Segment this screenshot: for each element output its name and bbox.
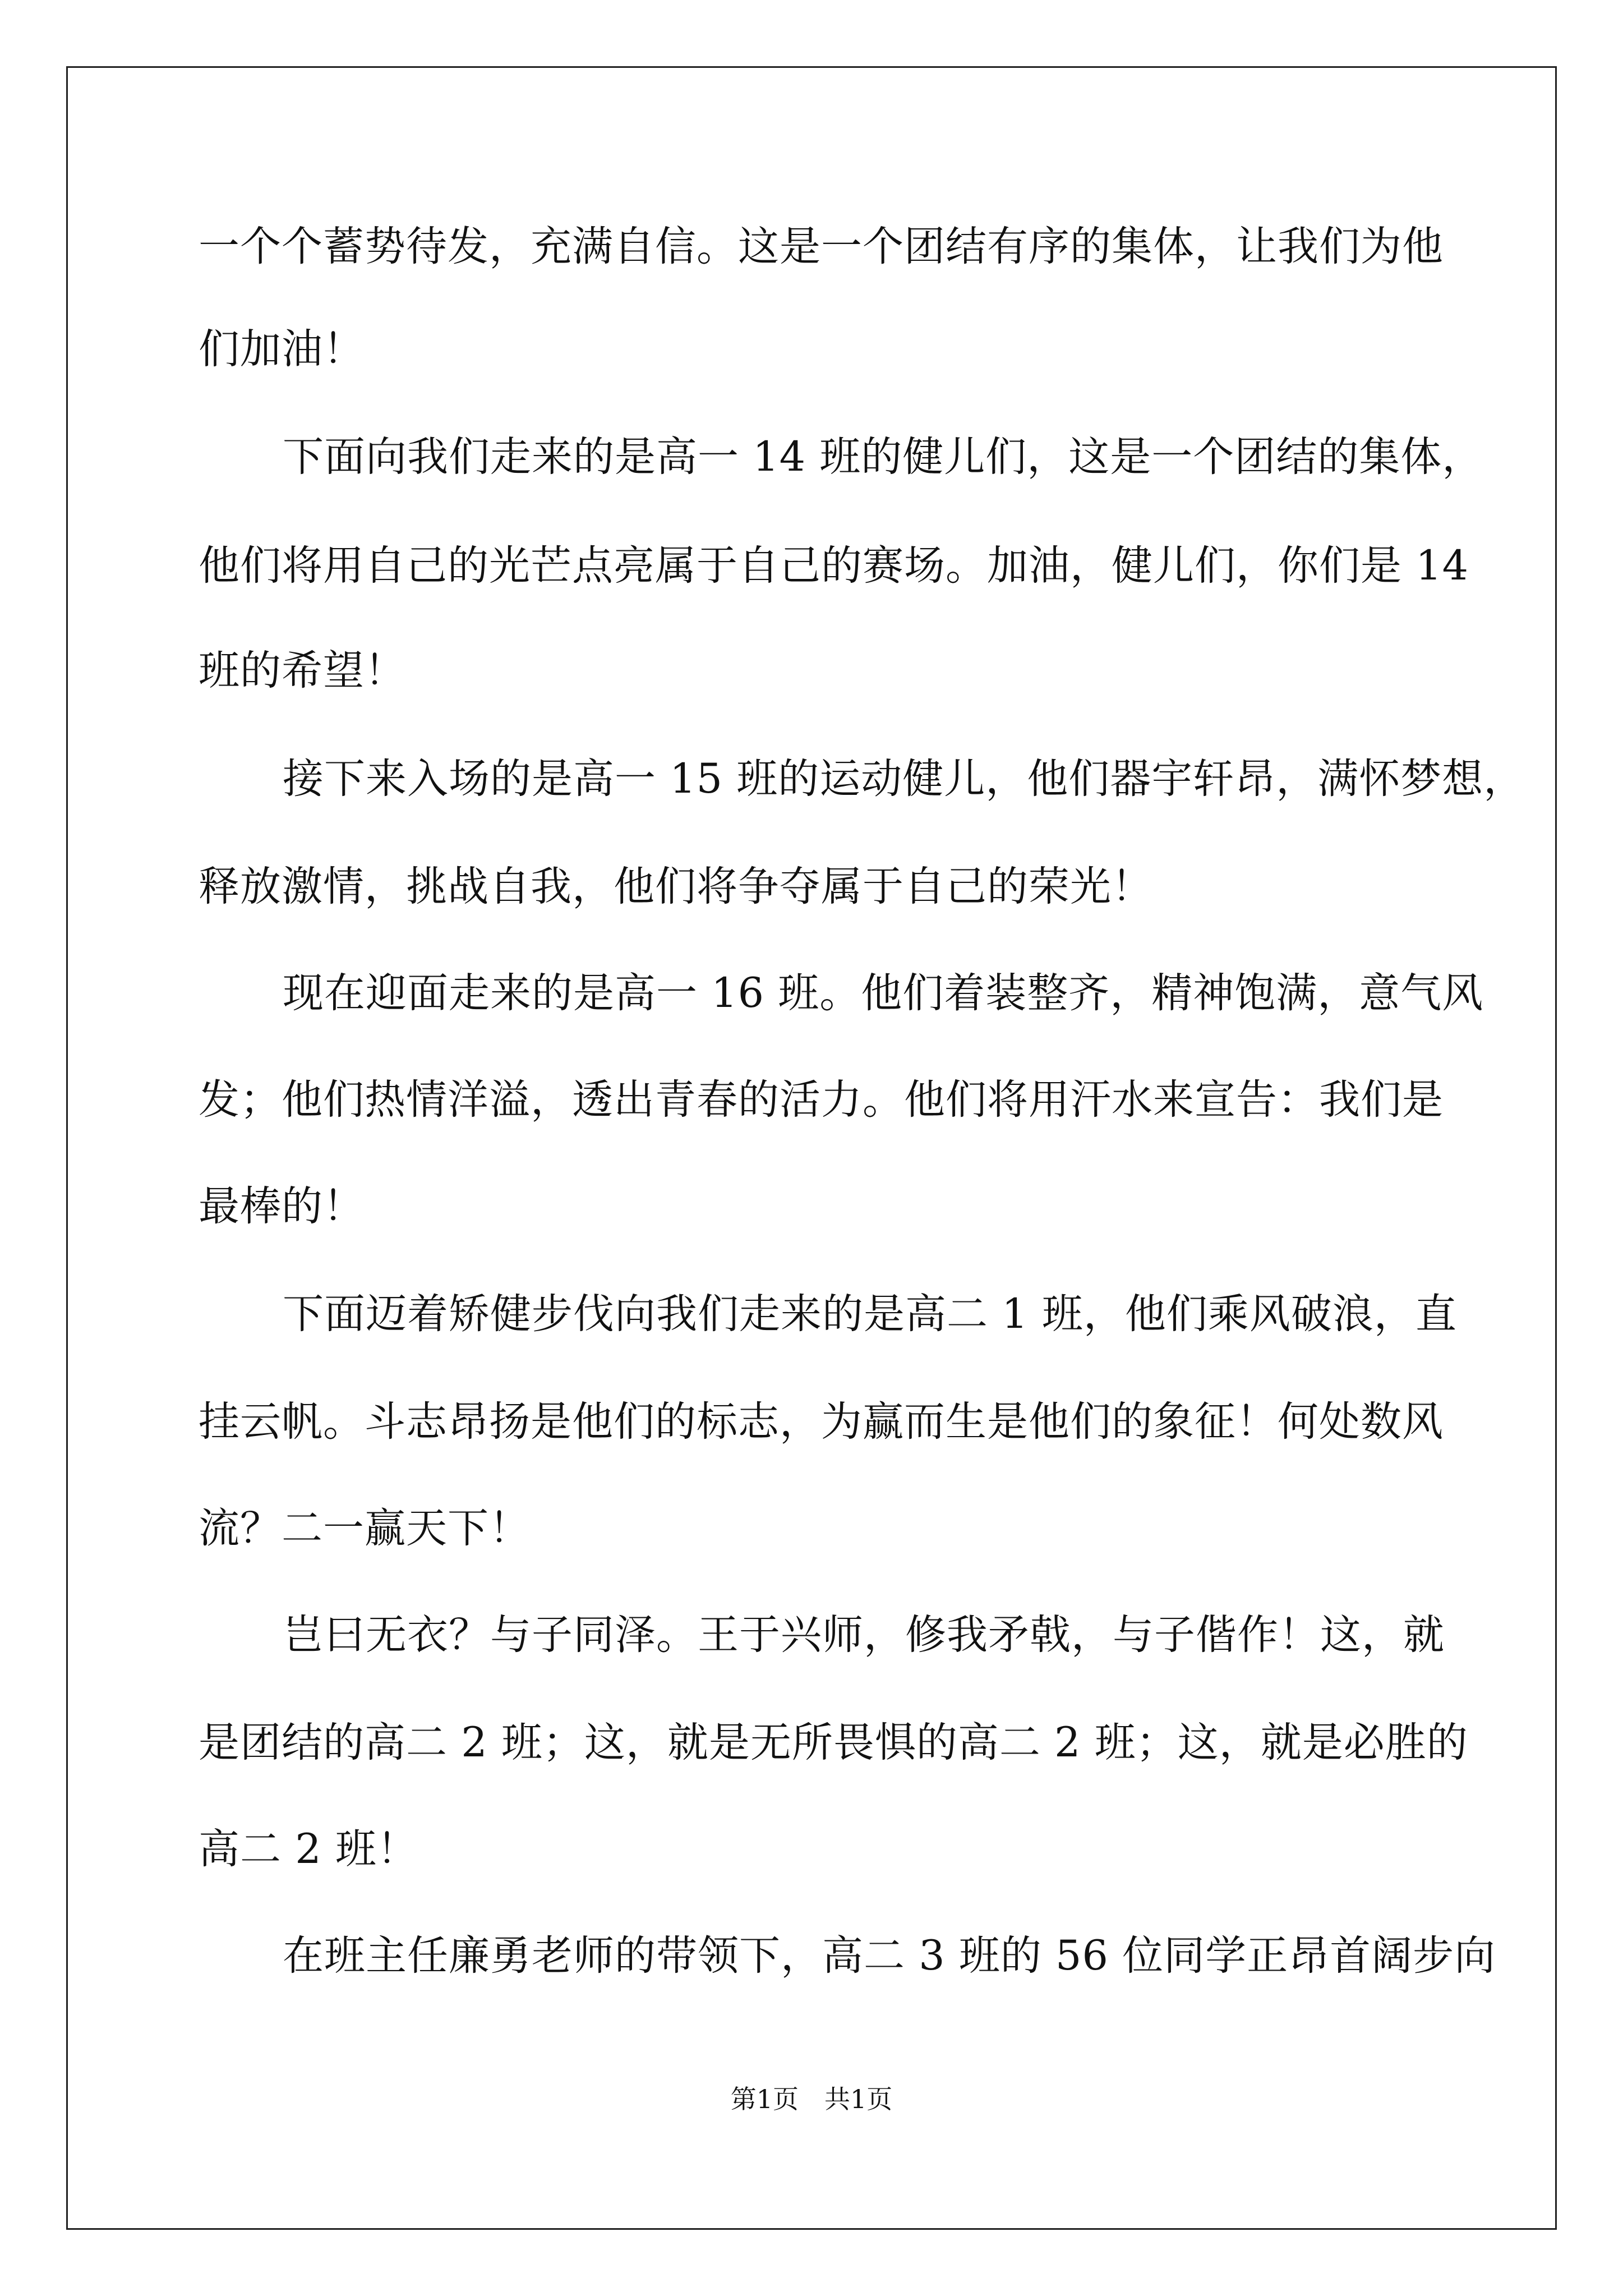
body-text-line: 们加油！ [199,325,365,373]
body-text-line: 岂曰无衣？与子同泽。王于兴师，修我矛戟，与子偕作！这，就 [283,1611,1445,1659]
body-text-line: 挂云帆。斗志昂扬是他们的标志，为赢而生是他们的象征！何处数风 [199,1398,1444,1446]
body-text-line: 一个个蓄势待发，充满自信。这是一个团结有序的集体，让我们为他 [199,223,1444,270]
body-text-line: 在班主任廉勇老师的带领下，高二 3 班的 56 位同学正昂首阔步向 [283,1932,1496,1980]
body-text-line: 是团结的高二 2 班；这，就是无所畏惧的高二 2 班；这，就是必胜的 [199,1719,1468,1766]
body-text-line: 最棒的！ [199,1182,365,1230]
body-text-line: 发；他们热情洋溢，透出青春的活力。他们将用汗水来宣告：我们是 [199,1076,1444,1124]
body-text-line: 现在迎面走来的是高一 16 班。他们着装整齐，精神饱满，意气风 [283,969,1484,1017]
body-text-line: 流？二一赢天下！ [199,1504,531,1552]
body-text-line: 下面迈着矫健步伐向我们走来的是高二 1 班，他们乘风破浪，直 [283,1290,1457,1338]
body-text-line: 他们将用自己的光芒点亮属于自己的赛场。加油，健儿们，你们是 14 [199,542,1469,590]
body-text-line: 班的希望！ [199,647,406,694]
body-text-line: 接下来入场的是高一 15 班的运动健儿，他们器宇轩昂，满怀梦想， [283,755,1525,803]
body-text-line: 下面向我们走来的是高一 14 班的健儿们，这是一个团结的集体， [283,433,1484,481]
body-text-line: 高二 2 班！ [199,1825,418,1873]
body-text-line: 释放激情，挑战自我，他们将争夺属于自己的荣光！ [199,863,1153,910]
page-border [66,66,1557,2230]
page-number-footer: 第1页 共1页 [730,2084,893,2114]
